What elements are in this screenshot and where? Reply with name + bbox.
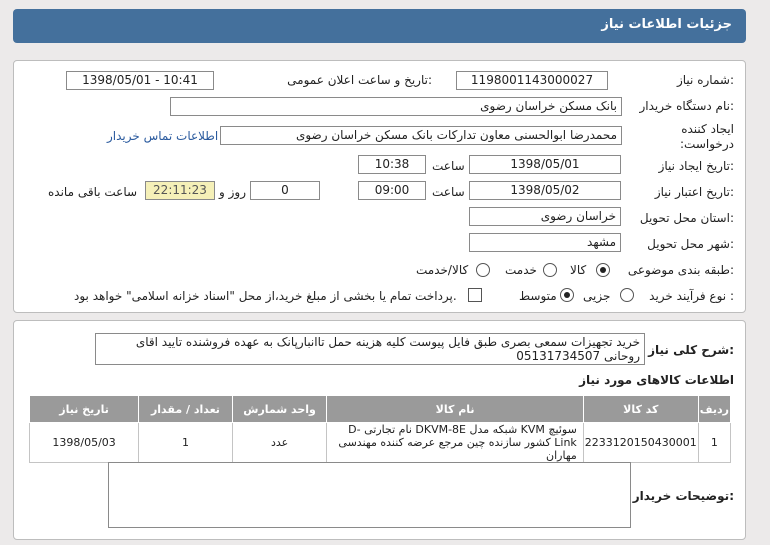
process-radio-minor[interactable] bbox=[620, 288, 634, 302]
city-field: مشهد bbox=[469, 233, 621, 252]
buyer-org-label: نام دستگاه خریدار: bbox=[639, 99, 734, 113]
need-number-label: شماره نیاز: bbox=[676, 73, 734, 87]
description-field: خرید تجهیزات سمعی بصری طبق فایل پیوست کلیه هزینه حمل تاانبارپانک به عهده فروشنده تایید اقای روحانی 05131734507 bbox=[95, 333, 645, 365]
treasury-payment-note: پرداخت تمام یا بخشی از مبلغ خرید،از محل "اسناد خزانه اسلامی" خواهد بود. bbox=[74, 289, 457, 303]
announce-label: تاریخ و ساعت اعلان عمومی: bbox=[287, 73, 432, 87]
remaining-days-field: 0 bbox=[250, 181, 320, 200]
buyer-notes-label: توضیحات خریدار: bbox=[632, 489, 734, 503]
category-radio-goods-service[interactable] bbox=[476, 263, 490, 277]
announce-field: 1398/05/01 - 10:41 bbox=[66, 71, 214, 90]
cell-name: سوئیچ KVM شبکه مدل DKVM-8E نام تجارتی D-Link کشور سازنده چین مرجع عرضه کننده مهندسی مهاران bbox=[327, 423, 583, 463]
cell-code: 2233120150430001 bbox=[583, 423, 698, 463]
category-option-goods: کالا bbox=[570, 263, 587, 277]
treasury-checkbox[interactable] bbox=[468, 288, 482, 302]
remaining-time-field: 22:11:23 bbox=[145, 181, 215, 200]
validity-date-label: تاریخ اعتبار نیاز: bbox=[654, 185, 734, 199]
description-label: شرح کلی نیاز: bbox=[648, 343, 734, 357]
process-option-minor: جزیی bbox=[583, 289, 611, 303]
items-section-title: اطلاعات کالاهای مورد نیاز bbox=[579, 373, 734, 387]
col-name: نام کالا bbox=[327, 396, 583, 423]
validity-time-label: ساعت bbox=[432, 185, 465, 199]
category-label: طبقه بندی موضوعی: bbox=[627, 263, 734, 277]
category-radio-service[interactable] bbox=[543, 263, 557, 277]
contact-buyer-link[interactable]: اطلاعات تماس خریدار bbox=[107, 129, 219, 143]
col-unit: واحد شمارش bbox=[232, 396, 327, 423]
creator-label: ایجاد کننده درخواست: bbox=[680, 122, 734, 151]
remaining-days-label: روز و bbox=[219, 185, 246, 199]
col-date: تاریخ نیاز bbox=[30, 396, 139, 423]
page-header: جزئیات اطلاعات نیاز bbox=[13, 9, 746, 43]
created-time-field: 10:38 bbox=[358, 155, 426, 174]
cell-qty: 1 bbox=[139, 423, 233, 463]
remaining-time-label: ساعت باقی مانده bbox=[48, 185, 138, 199]
city-label: شهر محل تحویل: bbox=[647, 237, 734, 251]
process-label: نوع فرآیند خرید : bbox=[649, 289, 734, 303]
need-number-field: 1198001143000027 bbox=[456, 71, 608, 90]
province-field: خراسان رضوی bbox=[469, 207, 621, 226]
process-radio-medium[interactable] bbox=[560, 288, 574, 302]
created-date-field: 1398/05/01 bbox=[469, 155, 621, 174]
category-radio-goods[interactable] bbox=[596, 263, 610, 277]
col-code: کد کالا bbox=[583, 396, 698, 423]
col-row: ردیف bbox=[698, 396, 730, 423]
cell-unit: عدد bbox=[232, 423, 327, 463]
creator-field: محمدرضا ابوالحسنی معاون تدارکات بانک مسکن خراسان رضوی bbox=[220, 126, 622, 145]
cell-date: 1398/05/03 bbox=[30, 423, 139, 463]
validity-time-field: 09:00 bbox=[358, 181, 426, 200]
table-row bbox=[30, 423, 731, 463]
validity-date-field: 1398/05/02 bbox=[469, 181, 621, 200]
items-table-header bbox=[30, 396, 731, 423]
created-time-label: ساعت bbox=[432, 159, 465, 173]
process-option-medium: متوسط bbox=[519, 289, 557, 303]
category-option-service: خدمت bbox=[505, 263, 537, 277]
province-label: استان محل تحویل: bbox=[639, 211, 734, 225]
category-option-goods-service: کالا/خدمت bbox=[416, 263, 469, 277]
buyer-notes-field bbox=[108, 462, 631, 528]
col-qty: تعداد / مقدار bbox=[139, 396, 233, 423]
cell-row: 1 bbox=[698, 423, 730, 463]
buyer-org-field: بانک مسکن خراسان رضوی bbox=[170, 97, 622, 116]
created-date-label: تاریخ ایجاد نیاز: bbox=[658, 159, 734, 173]
items-table bbox=[29, 395, 731, 463]
